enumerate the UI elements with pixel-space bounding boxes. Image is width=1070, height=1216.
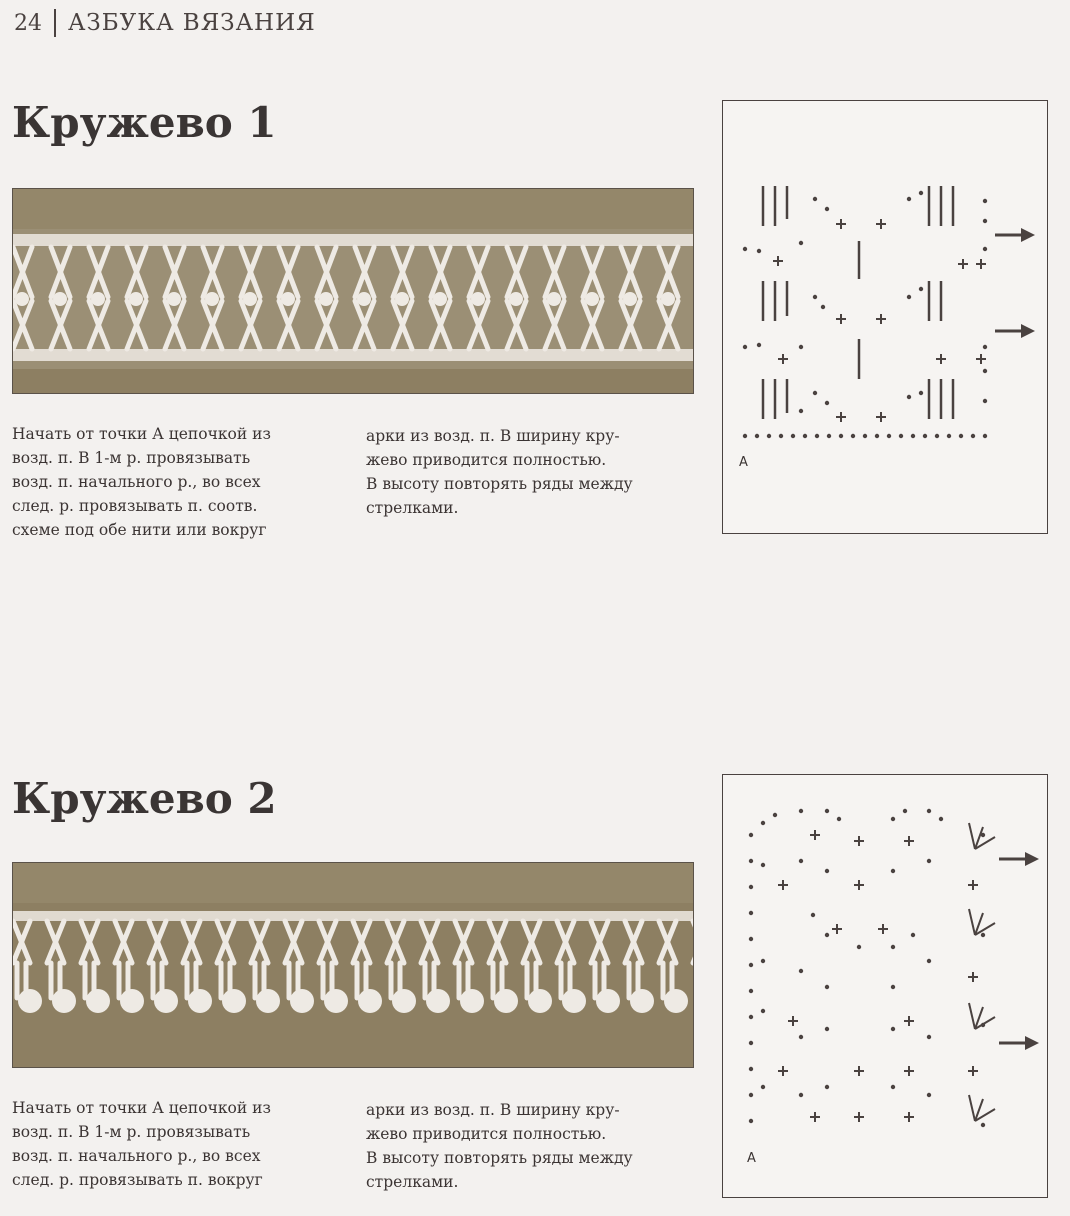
page-number: 24 xyxy=(14,10,42,36)
chain-stitch-symbol xyxy=(825,869,829,873)
chain-stitch-symbol xyxy=(891,945,895,949)
chain-stitch-symbol xyxy=(827,434,831,438)
chain-stitch-symbol xyxy=(875,434,879,438)
chain-stitch-symbol xyxy=(825,933,829,937)
chain-stitch-symbol xyxy=(815,434,819,438)
chain-stitch-symbol xyxy=(749,1041,753,1045)
chain-stitch-symbol xyxy=(927,959,931,963)
chain-stitch-symbol xyxy=(907,197,911,201)
header-divider xyxy=(54,9,56,37)
single-crochet-symbol xyxy=(778,880,788,890)
single-crochet-symbol xyxy=(810,830,820,840)
single-crochet-symbol xyxy=(778,354,788,364)
chain-stitch-symbol xyxy=(749,937,753,941)
single-crochet-symbol xyxy=(854,1066,864,1076)
chain-stitch-symbol xyxy=(773,813,777,817)
single-crochet-symbol xyxy=(876,412,886,422)
fan-stitch-symbol xyxy=(969,1003,995,1029)
chain-stitch-symbol xyxy=(803,434,807,438)
single-crochet-symbol xyxy=(876,314,886,324)
chain-stitch-symbol xyxy=(971,434,975,438)
single-crochet-symbol xyxy=(976,354,986,364)
chain-stitch-symbol xyxy=(891,985,895,989)
chain-stitch-symbol xyxy=(863,434,867,438)
chain-stitch-symbol xyxy=(923,434,927,438)
chain-stitch-symbol xyxy=(983,434,987,438)
chain-stitch-symbol xyxy=(761,821,765,825)
fan-stitch-symbol xyxy=(969,909,995,935)
chain-stitch-symbol xyxy=(983,219,987,223)
chain-stitch-symbol xyxy=(779,434,783,438)
chain-stitch-symbol xyxy=(821,305,825,309)
chain-stitch-symbol xyxy=(907,395,911,399)
running-title: АЗБУКА ВЯЗАНИЯ xyxy=(68,10,316,36)
chain-stitch-symbol xyxy=(851,434,855,438)
chain-stitch-symbol xyxy=(813,391,817,395)
lace-photo-2 xyxy=(12,862,694,1068)
chain-stitch-symbol xyxy=(983,399,987,403)
instructions-right-2: арки из возд. п. В ширину кру- жево приводится полностью. В высоту повторять ряды между стрелками. xyxy=(366,1101,633,1191)
chain-stitch-symbol xyxy=(911,933,915,937)
chain-stitch-symbol xyxy=(757,249,761,253)
chain-stitch-symbol xyxy=(749,911,753,915)
single-crochet-symbol xyxy=(854,880,864,890)
chain-stitch-symbol xyxy=(767,434,771,438)
chain-stitch-symbol xyxy=(799,241,803,245)
chain-stitch-symbol xyxy=(749,833,753,837)
chain-stitch-symbol xyxy=(839,434,843,438)
chain-stitch-symbol xyxy=(749,1093,753,1097)
chain-stitch-symbol xyxy=(935,434,939,438)
chain-stitch-symbol xyxy=(761,863,765,867)
chain-stitch-symbol xyxy=(919,191,923,195)
chain-stitch-symbol xyxy=(887,434,891,438)
chain-stitch-symbol xyxy=(983,247,987,251)
chain-stitch-symbol xyxy=(749,859,753,863)
chain-stitch-symbol xyxy=(825,401,829,405)
single-crochet-symbol xyxy=(778,1066,788,1076)
instructions-left-1: Начать от точки А цепочкой из возд. п. В 1-м р. провязывать возд. п. начального р., во всех след. р. провязывать п. соотв. схеме под обе нити или вокруг xyxy=(12,425,271,539)
single-crochet-symbol xyxy=(958,259,968,269)
instructions-right-1: арки из возд. п. В ширину кру- жево приводится полностью. В высоту повторять ряды между стрелками. xyxy=(366,427,633,517)
chain-stitch-symbol xyxy=(799,809,803,813)
crochet-chart-1 xyxy=(722,100,1048,534)
chain-stitch-symbol xyxy=(813,197,817,201)
chain-stitch-symbol xyxy=(899,434,903,438)
section-title-lace-2: Кружево 2 xyxy=(12,774,277,823)
single-crochet-symbol xyxy=(976,259,986,269)
chain-stitch-symbol xyxy=(799,345,803,349)
single-crochet-symbol xyxy=(854,836,864,846)
chain-stitch-symbol xyxy=(743,434,747,438)
chain-stitch-symbol xyxy=(749,989,753,993)
start-point-label: А xyxy=(747,1151,756,1166)
chain-stitch-symbol xyxy=(927,1035,931,1039)
single-crochet-symbol xyxy=(788,1016,798,1026)
chain-stitch-symbol xyxy=(907,295,911,299)
chain-stitch-symbol xyxy=(959,434,963,438)
chain-stitch-symbol xyxy=(761,1009,765,1013)
single-crochet-symbol xyxy=(836,314,846,324)
single-crochet-symbol xyxy=(832,924,842,934)
repeat-arrow-icon xyxy=(999,1036,1039,1050)
single-crochet-symbol xyxy=(878,924,888,934)
single-crochet-symbol xyxy=(810,1112,820,1122)
chain-stitch-symbol xyxy=(825,1085,829,1089)
chain-stitch-symbol xyxy=(983,199,987,203)
chain-stitch-symbol xyxy=(927,859,931,863)
repeat-arrow-icon xyxy=(999,852,1039,866)
single-crochet-symbol xyxy=(854,1112,864,1122)
chain-stitch-symbol xyxy=(749,1119,753,1123)
chain-stitch-symbol xyxy=(749,963,753,967)
chain-stitch-symbol xyxy=(791,434,795,438)
single-crochet-symbol xyxy=(904,836,914,846)
chain-stitch-symbol xyxy=(811,913,815,917)
single-crochet-symbol xyxy=(836,219,846,229)
chain-stitch-symbol xyxy=(983,345,987,349)
chain-stitch-symbol xyxy=(825,207,829,211)
chain-stitch-symbol xyxy=(761,1085,765,1089)
chain-stitch-symbol xyxy=(837,817,841,821)
chain-stitch-symbol xyxy=(857,945,861,949)
single-crochet-symbol xyxy=(968,972,978,982)
chain-stitch-symbol xyxy=(939,817,943,821)
chain-stitch-symbol xyxy=(891,1027,895,1031)
single-crochet-symbol xyxy=(968,1066,978,1076)
chain-stitch-symbol xyxy=(749,1067,753,1071)
chain-stitch-symbol xyxy=(981,933,985,937)
single-crochet-symbol xyxy=(836,412,846,422)
start-point-label: А xyxy=(739,455,748,470)
single-crochet-symbol xyxy=(904,1112,914,1122)
chain-stitch-symbol xyxy=(755,434,759,438)
section-title-lace-1: Кружево 1 xyxy=(12,98,277,147)
chain-stitch-symbol xyxy=(825,809,829,813)
single-crochet-symbol xyxy=(904,1016,914,1026)
chain-stitch-symbol xyxy=(799,1035,803,1039)
single-crochet-symbol xyxy=(968,880,978,890)
chain-stitch-symbol xyxy=(983,369,987,373)
lace-photo-1 xyxy=(12,188,694,394)
instructions-left-2: Начать от точки А цепочкой из возд. п. В 1-м р. провязывать возд. п. начального р., во всех след. р. провязывать п. вокруг xyxy=(12,1099,271,1189)
chain-stitch-symbol xyxy=(891,869,895,873)
chain-stitch-symbol xyxy=(799,409,803,413)
chain-stitch-symbol xyxy=(891,817,895,821)
chain-stitch-symbol xyxy=(799,859,803,863)
crochet-chart-2 xyxy=(722,774,1048,1198)
chain-stitch-symbol xyxy=(825,985,829,989)
chain-stitch-symbol xyxy=(757,343,761,347)
single-crochet-symbol xyxy=(876,219,886,229)
chain-stitch-symbol xyxy=(919,391,923,395)
chain-stitch-symbol xyxy=(743,247,747,251)
chain-stitch-symbol xyxy=(743,345,747,349)
chain-stitch-symbol xyxy=(927,809,931,813)
chain-stitch-symbol xyxy=(749,885,753,889)
single-crochet-symbol xyxy=(904,1066,914,1076)
chain-stitch-symbol xyxy=(813,295,817,299)
repeat-arrow-icon xyxy=(995,228,1035,242)
chain-stitch-symbol xyxy=(749,1015,753,1019)
chain-stitch-symbol xyxy=(911,434,915,438)
chain-stitch-symbol xyxy=(947,434,951,438)
fan-stitch-symbol xyxy=(969,1095,995,1121)
chain-stitch-symbol xyxy=(903,809,907,813)
chain-stitch-symbol xyxy=(799,969,803,973)
chain-stitch-symbol xyxy=(891,1085,895,1089)
chain-stitch-symbol xyxy=(919,287,923,291)
repeat-arrow-icon xyxy=(995,324,1035,338)
chain-stitch-symbol xyxy=(761,959,765,963)
single-crochet-symbol xyxy=(773,256,783,266)
chain-stitch-symbol xyxy=(927,1093,931,1097)
chain-stitch-symbol xyxy=(825,1027,829,1031)
page-header xyxy=(14,8,316,38)
chain-stitch-symbol xyxy=(981,1123,985,1127)
single-crochet-symbol xyxy=(936,354,946,364)
chain-stitch-symbol xyxy=(799,1093,803,1097)
